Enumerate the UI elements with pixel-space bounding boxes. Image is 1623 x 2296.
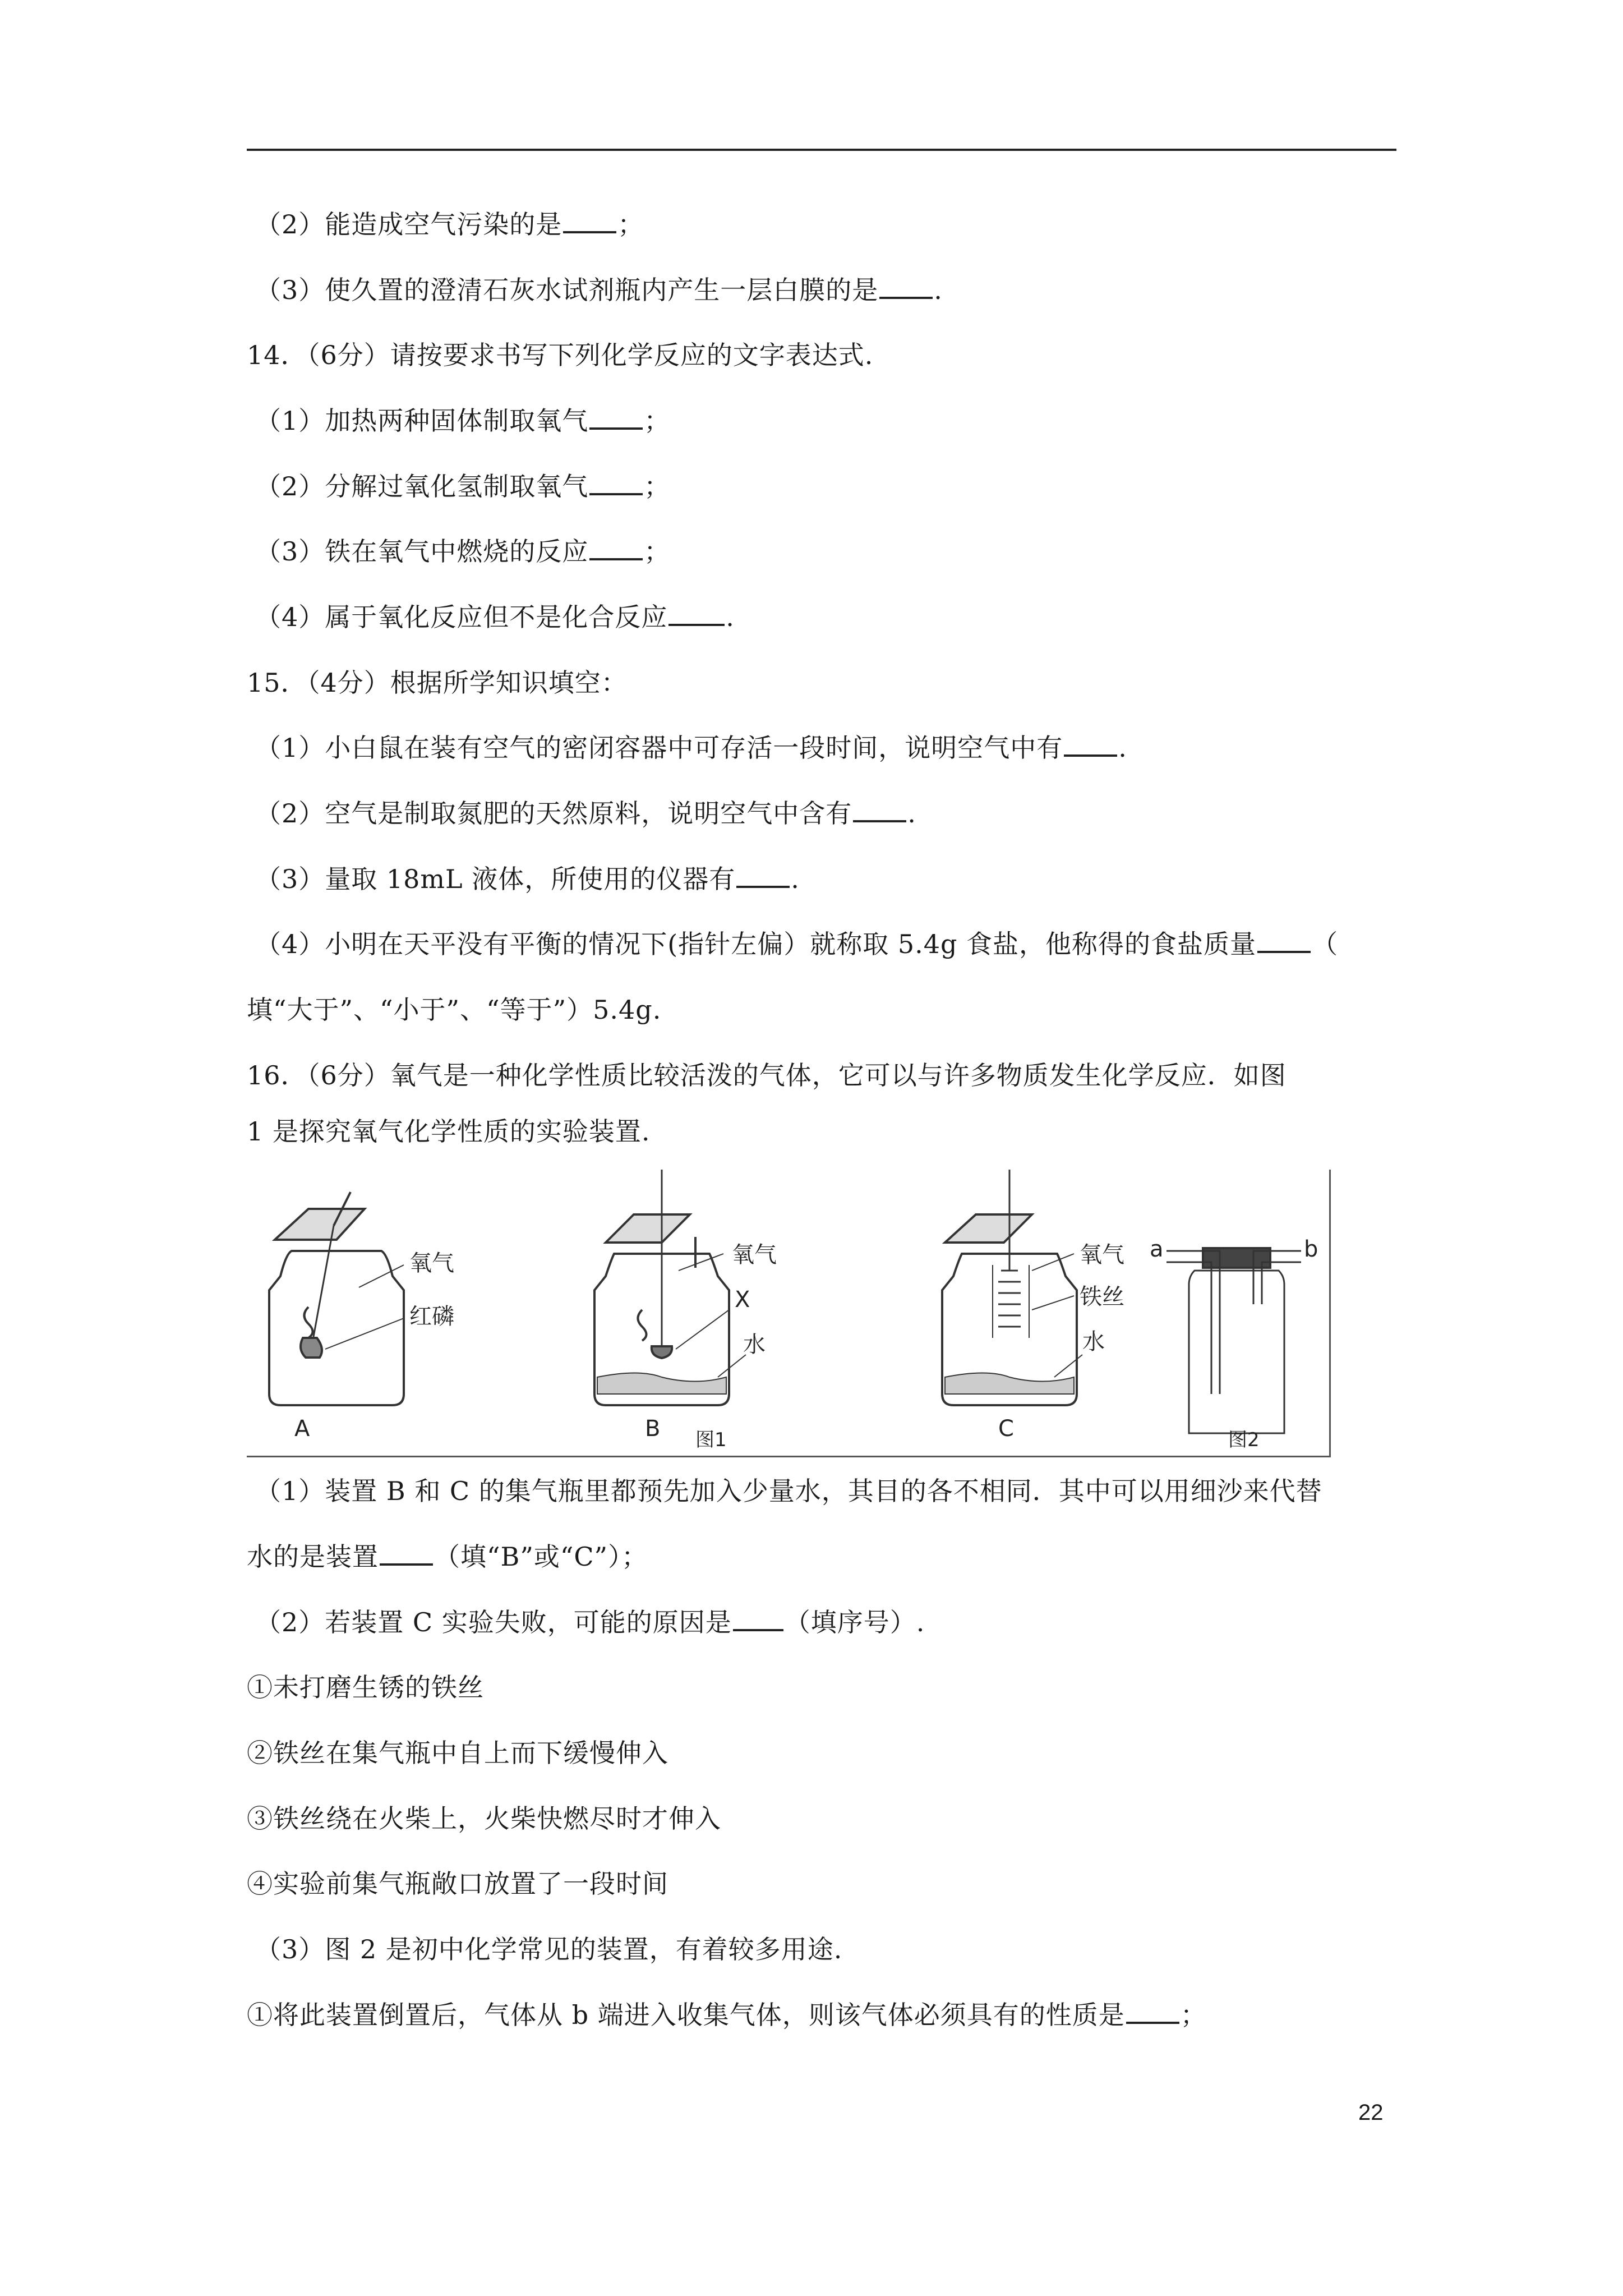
option-4: ④实验前集气瓶敞口放置了一段时间	[247, 1869, 668, 1899]
answer-blank[interactable]	[563, 209, 616, 233]
answer-blank[interactable]	[589, 405, 643, 430]
q15-4-cont: 填“大于”、“小于”、“等于”）5.4g.	[247, 995, 662, 1025]
answer-blank[interactable]	[736, 863, 790, 888]
q16-1-cont: 水的是装置 （填“B”或“C”）；	[247, 1542, 648, 1572]
q13-3: （3）使久置的澄清石灰水试剂瓶内产生一层白膜的是 .	[255, 275, 943, 305]
answer-blank[interactable]	[1257, 928, 1311, 953]
q14-title: 14．（6分）请按要求书写下列化学反应的文字表达式.	[247, 340, 874, 370]
answer-blank[interactable]	[589, 536, 643, 560]
label-a: A	[294, 1416, 310, 1442]
q16-3-1: ①将此装置倒置后，气体从 b 端进入收集气体，则该气体必须具有的性质是 ；	[247, 2000, 1207, 2030]
option-3: ③铁丝绕在火柴上，火柴快燃尽时才伸入	[247, 1803, 721, 1834]
answer-blank[interactable]	[589, 471, 643, 495]
q15-1: （1）小白鼠在装有空气的密闭容器中可存活一段时间，说明空气中有 .	[255, 733, 1127, 763]
label-red-phosphorus: 红磷	[409, 1304, 454, 1329]
q15-4: （4）小明在天平没有平衡的情况下(指针左偏）就称取 5.4g 食盐，他称得的食盐质量 （	[255, 929, 1339, 959]
figure-2-caption: 图2	[1228, 1429, 1260, 1451]
label-c: C	[998, 1416, 1014, 1442]
figure-1-caption: 图1	[695, 1429, 727, 1451]
header-rule	[247, 149, 1396, 151]
bottle-b	[594, 1170, 746, 1405]
answer-blank[interactable]	[733, 1607, 783, 1631]
answer-blank[interactable]	[853, 798, 906, 822]
label-oxygen-b: 氧气	[732, 1242, 777, 1268]
apparatus-figure	[247, 1170, 1331, 1457]
label-x: X	[735, 1287, 750, 1313]
label-water-c: 水	[1082, 1329, 1105, 1355]
q16-title: 16．（6分）氧气是一种化学性质比较活泼的气体，它可以与许多物质发生化学反应．如图	[247, 1060, 1287, 1091]
bottle-c	[942, 1170, 1082, 1405]
q14-1: （1）加热两种固体制取氧气 ；	[255, 406, 671, 436]
q16-2: （2）若装置 C 实验失败，可能的原因是 （填序号）.	[255, 1607, 925, 1637]
option-2: ②铁丝在集气瓶中自上而下缓慢伸入	[247, 1738, 668, 1768]
q14-3: （3）铁在氧气中燃烧的反应 ；	[255, 536, 671, 567]
q14-4: （4）属于氧化反应但不是化合反应 .	[255, 602, 735, 632]
wash-bottle	[1166, 1248, 1301, 1433]
page-number: 22	[1358, 2100, 1384, 2125]
answer-blank[interactable]	[668, 601, 725, 626]
q15-3: （3）量取 18mL 液体，所使用的仪器有 .	[255, 864, 800, 894]
answer-blank[interactable]	[1064, 732, 1117, 757]
q15-2: （2）空气是制取氮肥的天然原料，说明空气中含有 .	[255, 798, 916, 829]
answer-blank[interactable]	[879, 274, 933, 299]
label-port-b: b	[1304, 1236, 1318, 1262]
label-b: B	[645, 1416, 661, 1442]
label-iron-wire: 铁丝	[1080, 1284, 1124, 1310]
label-water-b: 水	[743, 1332, 766, 1358]
q16-title-cont: 1 是探究氧气化学性质的实验装置.	[247, 1116, 651, 1147]
answer-blank[interactable]	[1126, 1999, 1179, 2024]
label-port-a: a	[1150, 1236, 1164, 1262]
bottle-a	[269, 1192, 404, 1405]
q14-2: （2）分解过氧化氢制取氧气 ；	[255, 471, 671, 501]
label-oxygen-c: 氧气	[1080, 1242, 1124, 1268]
q13-2: （2）能造成空气污染的是 ；	[255, 209, 644, 240]
answer-blank[interactable]	[380, 1541, 433, 1566]
q15-title: 15．（4分）根据所学知识填空：	[247, 668, 628, 698]
option-1: ①未打磨生锈的铁丝	[247, 1672, 484, 1703]
label-oxygen-a: 氧气	[409, 1250, 454, 1276]
q16-3: （3）图 2 是初中化学常见的装置，有着较多用途.	[255, 1934, 843, 1964]
q16-1: （1）装置 B 和 C 的集气瓶里都预先加入少量水，其目的各不相同．其中可以用细沙来代替	[255, 1476, 1322, 1506]
